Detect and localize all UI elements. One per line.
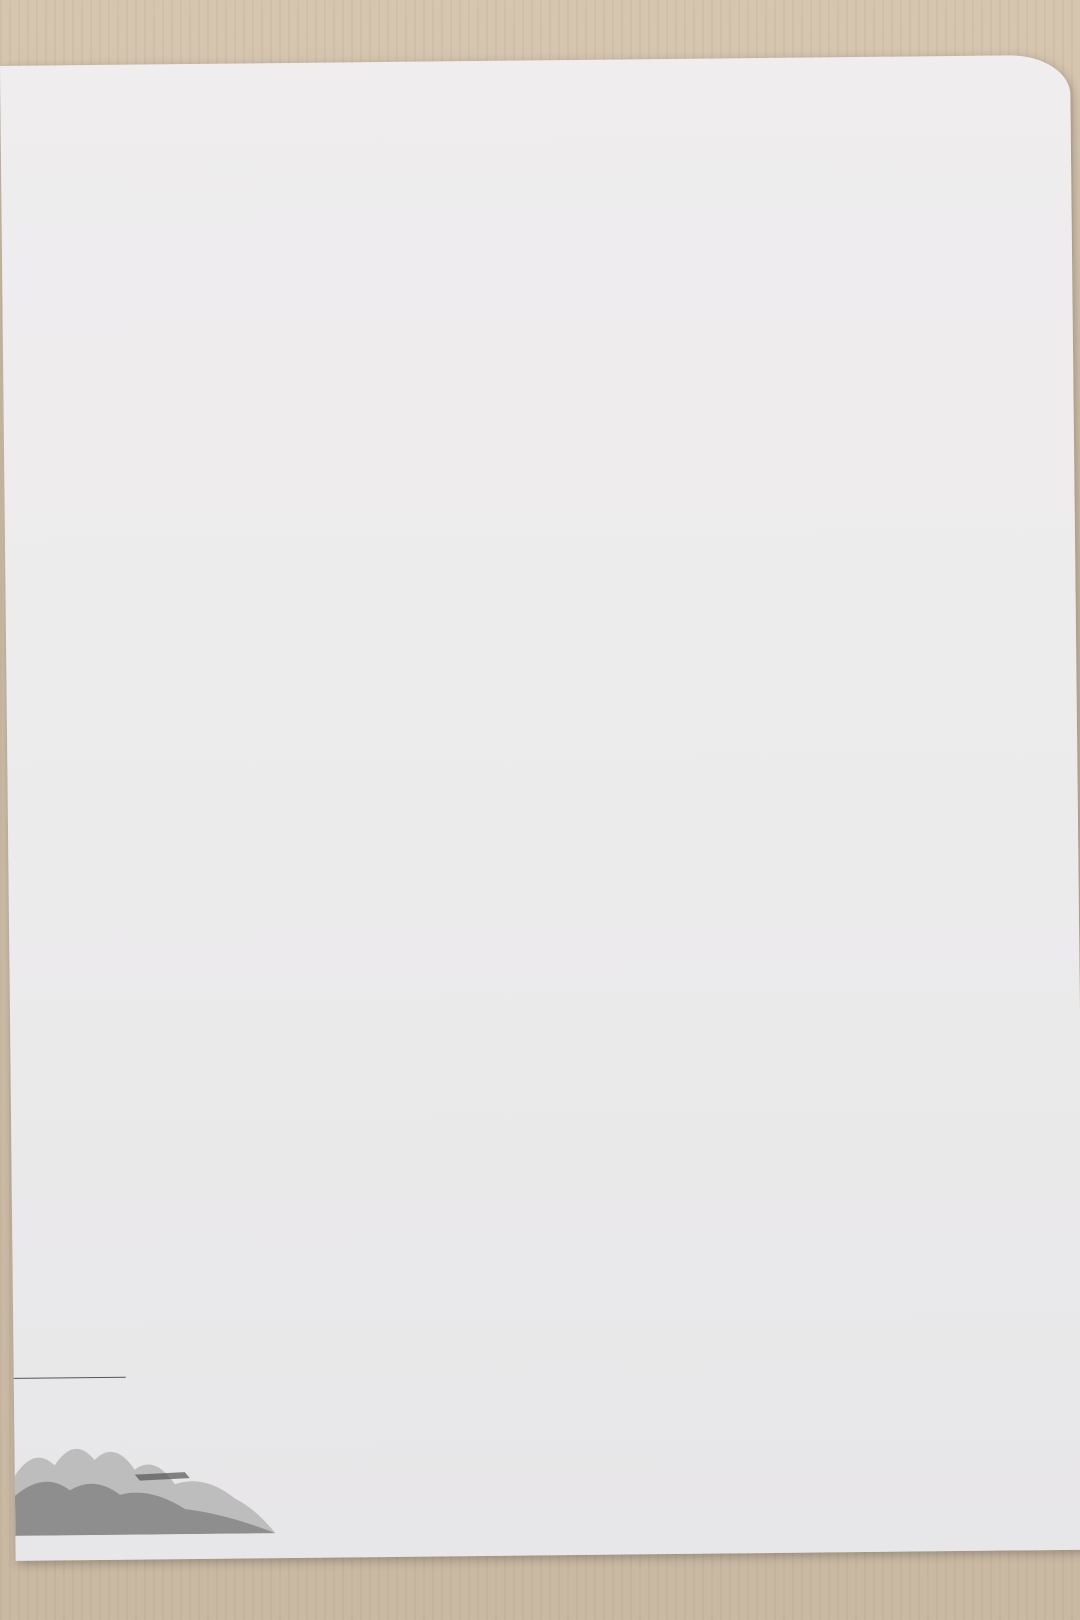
book-page bbox=[0, 55, 1080, 1561]
mountain-ink-illustration bbox=[14, 1413, 275, 1536]
page-number-rule bbox=[14, 1377, 126, 1379]
vertical-book-title bbox=[45, 750, 109, 751]
page-body-text bbox=[128, 85, 1028, 94]
